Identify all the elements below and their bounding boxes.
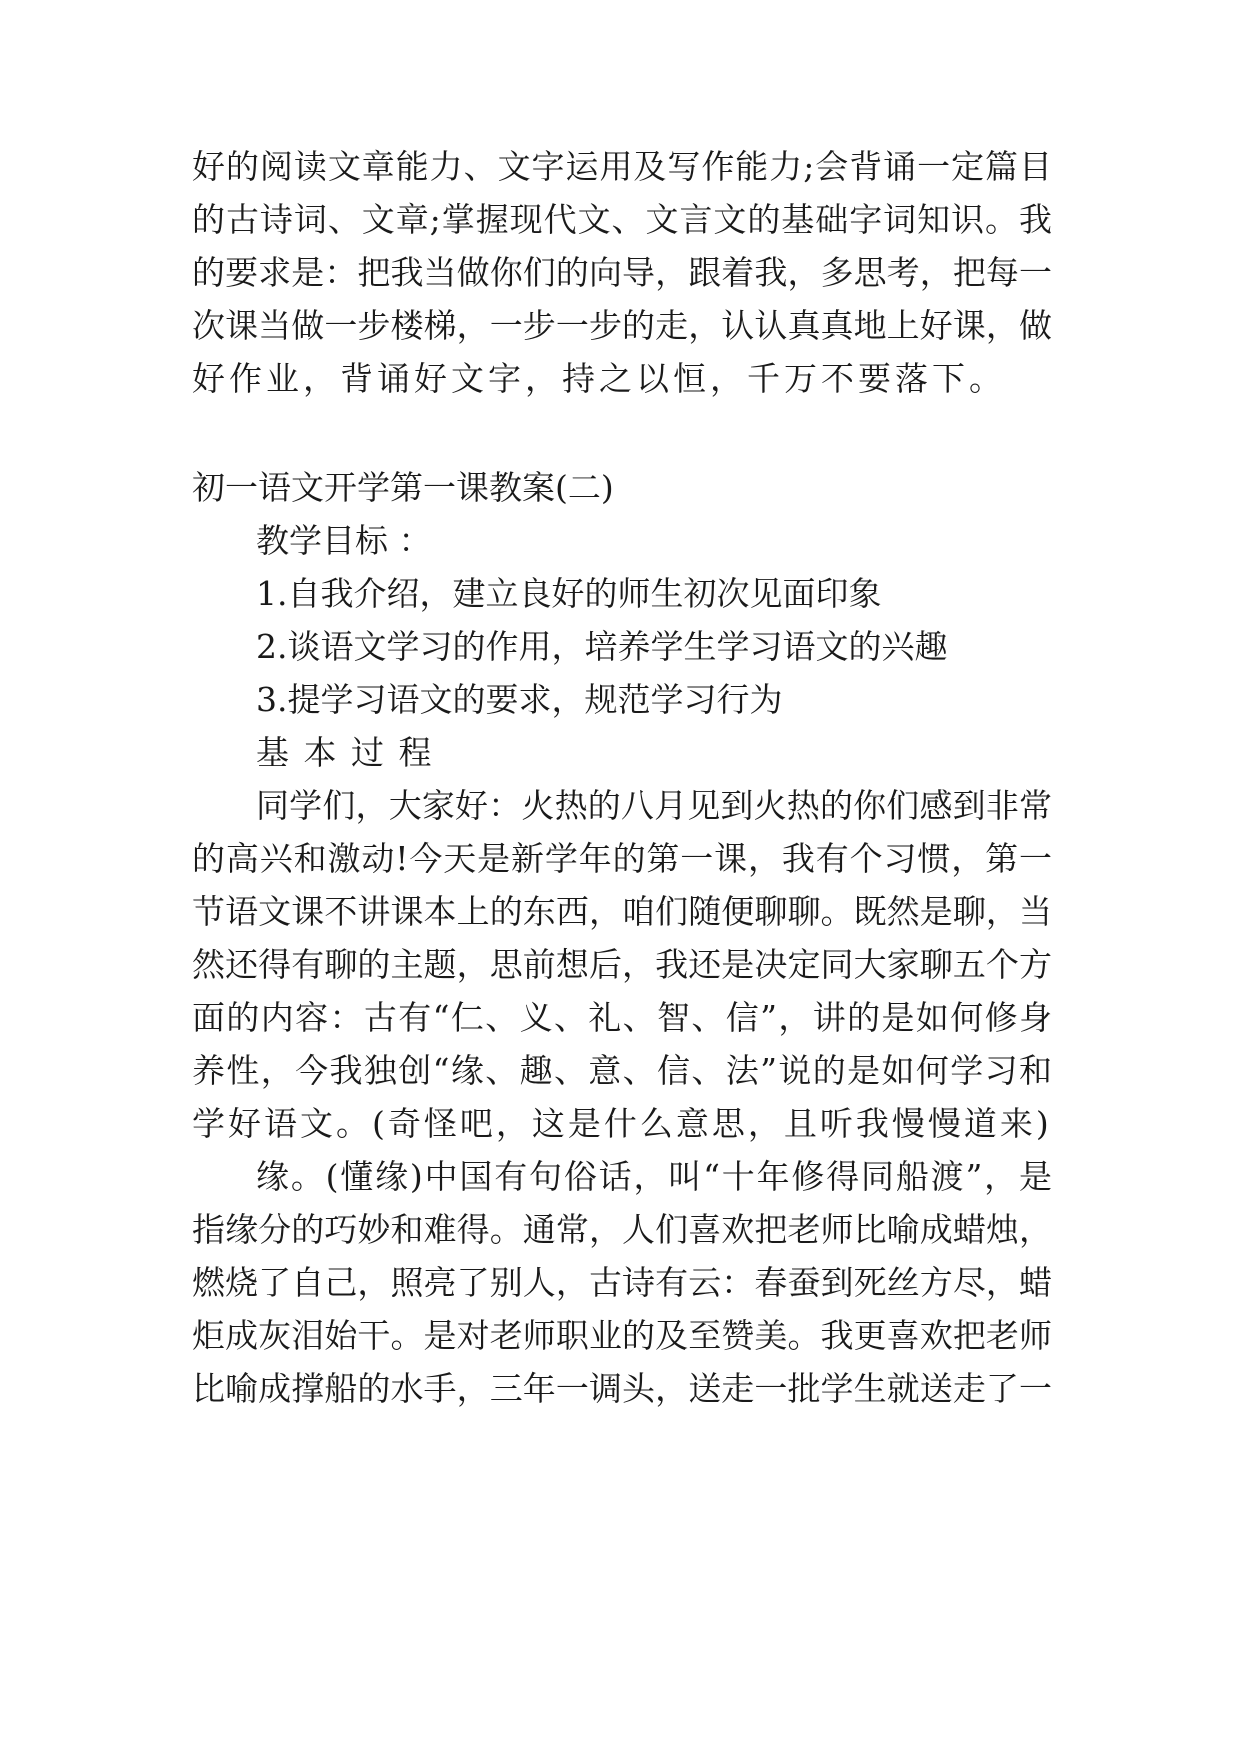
intro-line-2: 的古诗词、文章;掌握现代文、文言文的基础字词知识。我 bbox=[192, 200, 1052, 239]
paragraph2-line-2: 指缘分的巧妙和难得。通常，人们喜欢把老师比喻成蜡烛， bbox=[192, 1210, 1052, 1249]
objective-item-1: 1.自我介绍，建立良好的师生初次见面印象 bbox=[256, 574, 882, 613]
paragraph1-line-1: 同学们，大家好：火热的八月见到火热的你们感到非常 bbox=[256, 786, 1052, 825]
objective-item-3: 3.提学习语文的要求，规范学习行为 bbox=[256, 680, 783, 719]
document-page bbox=[192, 0, 1052, 1754]
paragraph1-line-5: 面的内容：古有“仁、义、礼、智、信”，讲的是如何修身 bbox=[192, 998, 1052, 1037]
objective-item-2: 2.谈语文学习的作用，培养学生学习语文的兴趣 bbox=[256, 627, 948, 666]
process-heading: 基 本 过 程 bbox=[256, 733, 434, 772]
paragraph1-line-6: 养性，今我独创“缘、趣、意、信、法”说的是如何学习和 bbox=[192, 1051, 1052, 1090]
intro-line-5: 好作业，背诵好文字，持之以恒，千万不要落下。 bbox=[192, 359, 1006, 398]
paragraph2-line-4: 炬成灰泪始干。是对老师职业的及至赞美。我更喜欢把老师 bbox=[192, 1316, 1052, 1355]
intro-line-3: 的要求是：把我当做你们的向导，跟着我，多思考，把每一 bbox=[192, 253, 1052, 292]
intro-line-4: 次课当做一步楼梯，一步一步的走，认认真真地上好课，做 bbox=[192, 306, 1052, 345]
paragraph2-line-1: 缘。(懂缘)中国有句俗话，叫“十年修得同船渡”，是 bbox=[256, 1157, 1052, 1196]
paragraph1-line-2: 的高兴和激动!今天是新学年的第一课，我有个习惯，第一 bbox=[192, 839, 1052, 878]
paragraph1-line-4: 然还得有聊的主题，思前想后，我还是决定同大家聊五个方 bbox=[192, 945, 1052, 984]
paragraph1-line-3: 节语文课不讲课本上的东西，咱们随便聊聊。既然是聊，当 bbox=[192, 892, 1052, 931]
paragraph2-line-5: 比喻成撑船的水手，三年一调头，送走一批学生就送走了一 bbox=[192, 1369, 1052, 1408]
section-title: 初一语文开学第一课教案(二) bbox=[192, 468, 614, 507]
intro-line-1: 好的阅读文章能力、文字运用及写作能力;会背诵一定篇目 bbox=[192, 147, 1052, 186]
paragraph1-line-7: 学好语文。(奇怪吧，这是什么意思，且听我慢慢道来) bbox=[192, 1104, 1052, 1143]
paragraph2-line-3: 燃烧了自己，照亮了别人，古诗有云：春蚕到死丝方尽，蜡 bbox=[192, 1263, 1052, 1302]
objectives-heading: 教学目标 ： bbox=[256, 521, 432, 560]
